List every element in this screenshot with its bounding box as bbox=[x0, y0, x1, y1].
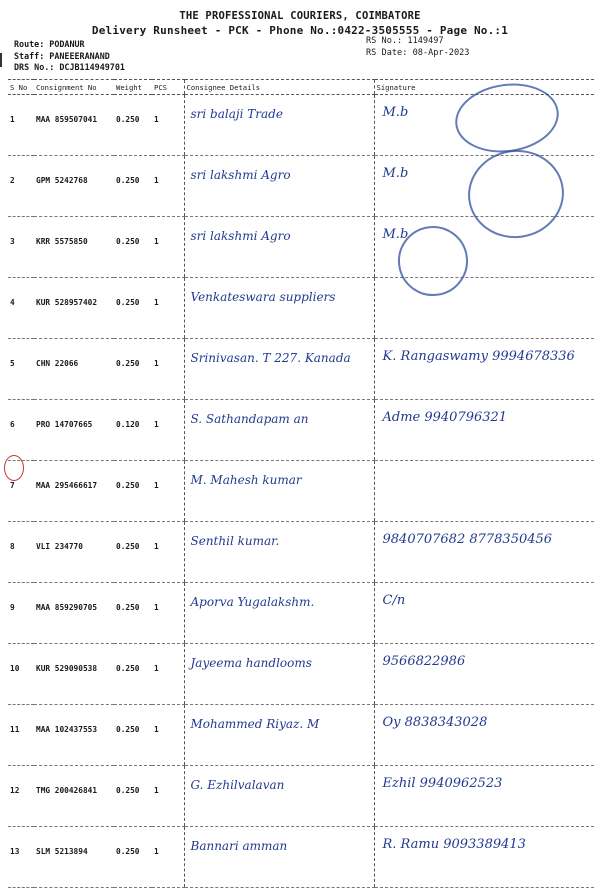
cell-weight: 0.250 bbox=[114, 339, 152, 400]
cell-signature: Adme 9940796321 bbox=[382, 410, 508, 425]
runsheet-subtitle: Delivery Runsheet - PCK - Phone No.:0422-3505555 - Page No.:1 bbox=[91, 24, 509, 37]
table-row bbox=[8, 522, 594, 583]
cell-consignment: TMG 200426841 bbox=[34, 766, 114, 827]
cell-sno: 12 bbox=[8, 766, 34, 827]
cell-weight: 0.250 bbox=[114, 461, 152, 522]
cell-consignee: Aporva Yugalakshm. bbox=[190, 595, 315, 609]
cell-sno: 13 bbox=[8, 827, 34, 888]
cell-sno: 7 bbox=[8, 461, 34, 522]
rs-date: RS Date: 08-Apr-2023 bbox=[366, 47, 470, 58]
cell-sno: 10 bbox=[8, 644, 34, 705]
cell-consignee: sri balaji Trade bbox=[190, 107, 283, 121]
cell-sno: 6 bbox=[8, 400, 34, 461]
cell-weight: 0.120 bbox=[114, 400, 152, 461]
company-name: THE PROFESSIONAL COURIERS, COIMBATORE bbox=[179, 10, 421, 22]
cell-consignment: KRR 5575850 bbox=[34, 217, 114, 278]
cell-sno: 2 bbox=[8, 156, 34, 217]
cell-consignment: KUR 529090538 bbox=[34, 644, 114, 705]
cell-weight: 0.250 bbox=[114, 522, 152, 583]
col-sno: S No bbox=[8, 80, 34, 95]
cell-sno: 1 bbox=[8, 95, 34, 156]
cell-sno: 9 bbox=[8, 583, 34, 644]
margin-mark bbox=[0, 53, 9, 67]
cell-consignee: Mohammed Riyaz. M bbox=[190, 717, 320, 731]
meta-right bbox=[366, 36, 469, 59]
cell-signature: M.b bbox=[382, 166, 409, 181]
cell-consignment: MAA 859290705 bbox=[34, 583, 114, 644]
cell-pcs: 1 bbox=[152, 766, 184, 827]
cell-pcs: 1 bbox=[152, 583, 184, 644]
cell-sno: 11 bbox=[8, 705, 34, 766]
cell-weight: 0.250 bbox=[114, 644, 152, 705]
meta-left bbox=[14, 39, 125, 74]
col-weight: Weight bbox=[114, 80, 152, 95]
cell-consignment: KUR 528957402 bbox=[34, 278, 114, 339]
table-row bbox=[8, 461, 594, 522]
cell-signature: M.b bbox=[382, 105, 409, 120]
cell-signature: Ezhil 9940962523 bbox=[382, 776, 503, 791]
cell-consignment: CHN 22066 bbox=[34, 339, 114, 400]
cell-pcs: 1 bbox=[152, 95, 184, 156]
table-row bbox=[8, 827, 594, 888]
cell-weight: 0.250 bbox=[114, 705, 152, 766]
cell-sno: 3 bbox=[8, 217, 34, 278]
cell-consignee: Venkateswara suppliers bbox=[190, 290, 336, 304]
cell-consignee: sri lakshmi Agro bbox=[190, 229, 291, 243]
col-consignment: Consignment No bbox=[34, 80, 114, 95]
cell-consignment: MAA 102437553 bbox=[34, 705, 114, 766]
cell-pcs: 1 bbox=[152, 705, 184, 766]
cell-signature: R. Ramu 9093389413 bbox=[382, 837, 526, 852]
cell-consignment: MAA 295466617 bbox=[34, 461, 114, 522]
cell-weight: 0.250 bbox=[114, 156, 152, 217]
cell-consignment: VLI 234770 bbox=[34, 522, 114, 583]
route: Route: PODANUR bbox=[14, 39, 85, 49]
cell-pcs: 1 bbox=[152, 827, 184, 888]
cell-pcs: 1 bbox=[152, 461, 184, 522]
drs-no: DRS No.: DCJB114949701 bbox=[14, 62, 125, 72]
cell-consignee: Srinivasan. T 227. Kanada bbox=[190, 351, 351, 365]
cell-pcs: 1 bbox=[152, 522, 184, 583]
cell-consignee: sri lakshmi Agro bbox=[190, 168, 291, 182]
cell-signature: C/n bbox=[382, 593, 406, 608]
cell-signature: M.b bbox=[382, 227, 409, 242]
cell-weight: 0.250 bbox=[114, 217, 152, 278]
rs-no: RS No.: 1149497 bbox=[366, 36, 444, 46]
cell-consignment: PRO 14707665 bbox=[34, 400, 114, 461]
cell-consignee: Jayeema handlooms bbox=[190, 656, 312, 670]
cell-consignee: M. Mahesh kumar bbox=[190, 473, 302, 487]
table-row bbox=[8, 705, 594, 766]
cell-weight: 0.250 bbox=[114, 827, 152, 888]
cell-weight: 0.250 bbox=[114, 95, 152, 156]
cell-pcs: 1 bbox=[152, 156, 184, 217]
cell-consignment: GPM 5242768 bbox=[34, 156, 114, 217]
cell-signature: K. Rangaswamy 9994678336 bbox=[382, 349, 575, 364]
cell-sno: 5 bbox=[8, 339, 34, 400]
cell-weight: 0.250 bbox=[114, 583, 152, 644]
red-circle-mark bbox=[4, 455, 24, 481]
cell-signature: Oy 8838343028 bbox=[382, 715, 488, 730]
cell-pcs: 1 bbox=[152, 278, 184, 339]
cell-consignee: G. Ezhilvalavan bbox=[190, 778, 285, 792]
table-row bbox=[8, 766, 594, 827]
cell-weight: 0.250 bbox=[114, 278, 152, 339]
table-row bbox=[8, 644, 594, 705]
table-row bbox=[8, 583, 594, 644]
table-row bbox=[8, 339, 594, 400]
cell-consignment: SLM 5213894 bbox=[34, 827, 114, 888]
cell-sno: 8 bbox=[8, 522, 34, 583]
col-consignee: Consignee Details bbox=[184, 80, 374, 95]
cell-consignee: Bannari amman bbox=[190, 839, 288, 853]
col-pcs: PCS bbox=[152, 80, 184, 95]
cell-consignee: Senthil kumar. bbox=[190, 534, 280, 548]
cell-weight: 0.250 bbox=[114, 766, 152, 827]
cell-signature: 9840707682 8778350456 bbox=[382, 532, 553, 547]
cell-pcs: 1 bbox=[152, 400, 184, 461]
cell-consignment: MAA 859507041 bbox=[34, 95, 114, 156]
cell-pcs: 1 bbox=[152, 644, 184, 705]
cell-sno: 4 bbox=[8, 278, 34, 339]
staff: Staff: PANEEERANAND bbox=[14, 50, 110, 61]
col-signature: Signature bbox=[374, 80, 594, 95]
cell-pcs: 1 bbox=[152, 217, 184, 278]
table-row bbox=[8, 400, 594, 461]
table-row bbox=[8, 278, 594, 339]
cell-consignee: S. Sathandapam an bbox=[190, 412, 309, 426]
cell-pcs: 1 bbox=[152, 339, 184, 400]
cell-signature: 9566822986 bbox=[382, 654, 466, 669]
